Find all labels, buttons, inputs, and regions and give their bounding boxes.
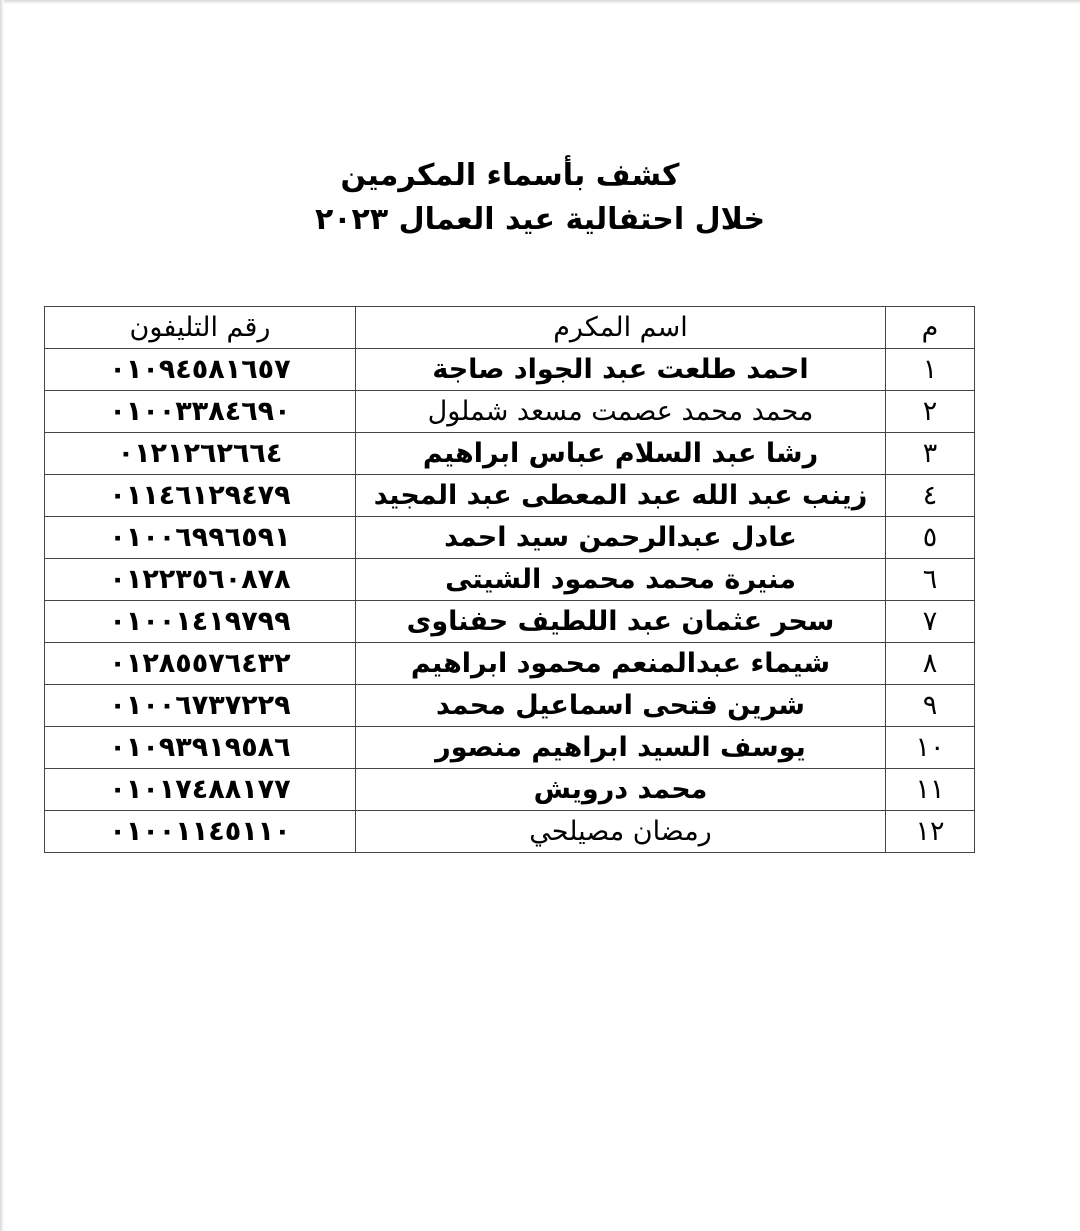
row-number: ٨ <box>886 643 975 685</box>
table-row <box>45 433 975 475</box>
row-name: زينب عبد الله عبد المعطى عبد المجيد <box>356 475 886 517</box>
table-row <box>45 769 975 811</box>
table-row <box>45 685 975 727</box>
row-number: ٥ <box>886 517 975 559</box>
row-name: رشا عبد السلام عباس ابراهيم <box>356 433 886 475</box>
row-phone: ٠١٠٩٣٩١٩٥٨٦ <box>45 727 356 769</box>
row-phone: ٠١١٤٦١٢٩٤٧٩ <box>45 475 356 517</box>
table-header-row <box>45 307 975 349</box>
header-number: م <box>886 307 975 349</box>
row-name: محمد درويش <box>356 769 886 811</box>
row-phone: ٠١٠٠٣٣٨٤٦٩٠ <box>45 391 356 433</box>
row-name: شيماء عبدالمنعم محمود ابراهيم <box>356 643 886 685</box>
row-name: احمد طلعت عبد الجواد صاجة <box>356 349 886 391</box>
header-name: اسم المكرم <box>356 307 886 349</box>
table-row <box>45 811 975 853</box>
row-number: ١ <box>886 349 975 391</box>
table-row <box>45 643 975 685</box>
row-phone: ٠١٢٨٥٥٧٦٤٣٢ <box>45 643 356 685</box>
row-number: ١١ <box>886 769 975 811</box>
row-name: شرين فتحى اسماعيل محمد <box>356 685 886 727</box>
row-number: ٦ <box>886 559 975 601</box>
document-title: كشف بأسماء المكرمين <box>340 158 680 193</box>
row-name: رمضان مصيلحي <box>356 811 886 853</box>
table-row <box>45 517 975 559</box>
row-number: ٤ <box>886 475 975 517</box>
table-row <box>45 559 975 601</box>
row-phone: ٠١٠٠٦٧٣٧٢٢٩ <box>45 685 356 727</box>
table-row <box>45 601 975 643</box>
row-number: ٧ <box>886 601 975 643</box>
table-row <box>45 727 975 769</box>
row-number: ٩ <box>886 685 975 727</box>
honorees-table <box>44 306 975 853</box>
row-phone: ٠١٠٩٤٥٨١٦٥٧ <box>45 349 356 391</box>
row-number: ٢ <box>886 391 975 433</box>
row-name: يوسف السيد ابراهيم منصور <box>356 727 886 769</box>
header-phone: رقم التليفون <box>45 307 356 349</box>
row-name: سحر عثمان عبد اللطيف حفناوى <box>356 601 886 643</box>
row-phone: ٠١٠٠١٤١٩٧٩٩ <box>45 601 356 643</box>
document-subtitle: خلال احتفالية عيد العمال ٢٠٢٣ <box>314 202 766 237</box>
row-phone: ٠١٢١٢٦٢٦٦٤ <box>45 433 356 475</box>
row-number: ١٠ <box>886 727 975 769</box>
row-number: ٣ <box>886 433 975 475</box>
row-phone: ٠١٠١٧٤٨٨١٧٧ <box>45 769 356 811</box>
row-phone: ٠١٠٠١١٤٥١١٠ <box>45 811 356 853</box>
table-row <box>45 391 975 433</box>
row-name: منيرة محمد محمود الشيتى <box>356 559 886 601</box>
page-top-shadow <box>0 0 1080 4</box>
row-phone: ٠١٠٠٦٩٩٦٥٩١ <box>45 517 356 559</box>
row-name: محمد محمد عصمت مسعد شملول <box>356 391 886 433</box>
table-row <box>45 475 975 517</box>
row-number: ١٢ <box>886 811 975 853</box>
table-row <box>45 349 975 391</box>
row-phone: ٠١٢٢٣٥٦٠٨٧٨ <box>45 559 356 601</box>
row-name: عادل عبدالرحمن سيد احمد <box>356 517 886 559</box>
